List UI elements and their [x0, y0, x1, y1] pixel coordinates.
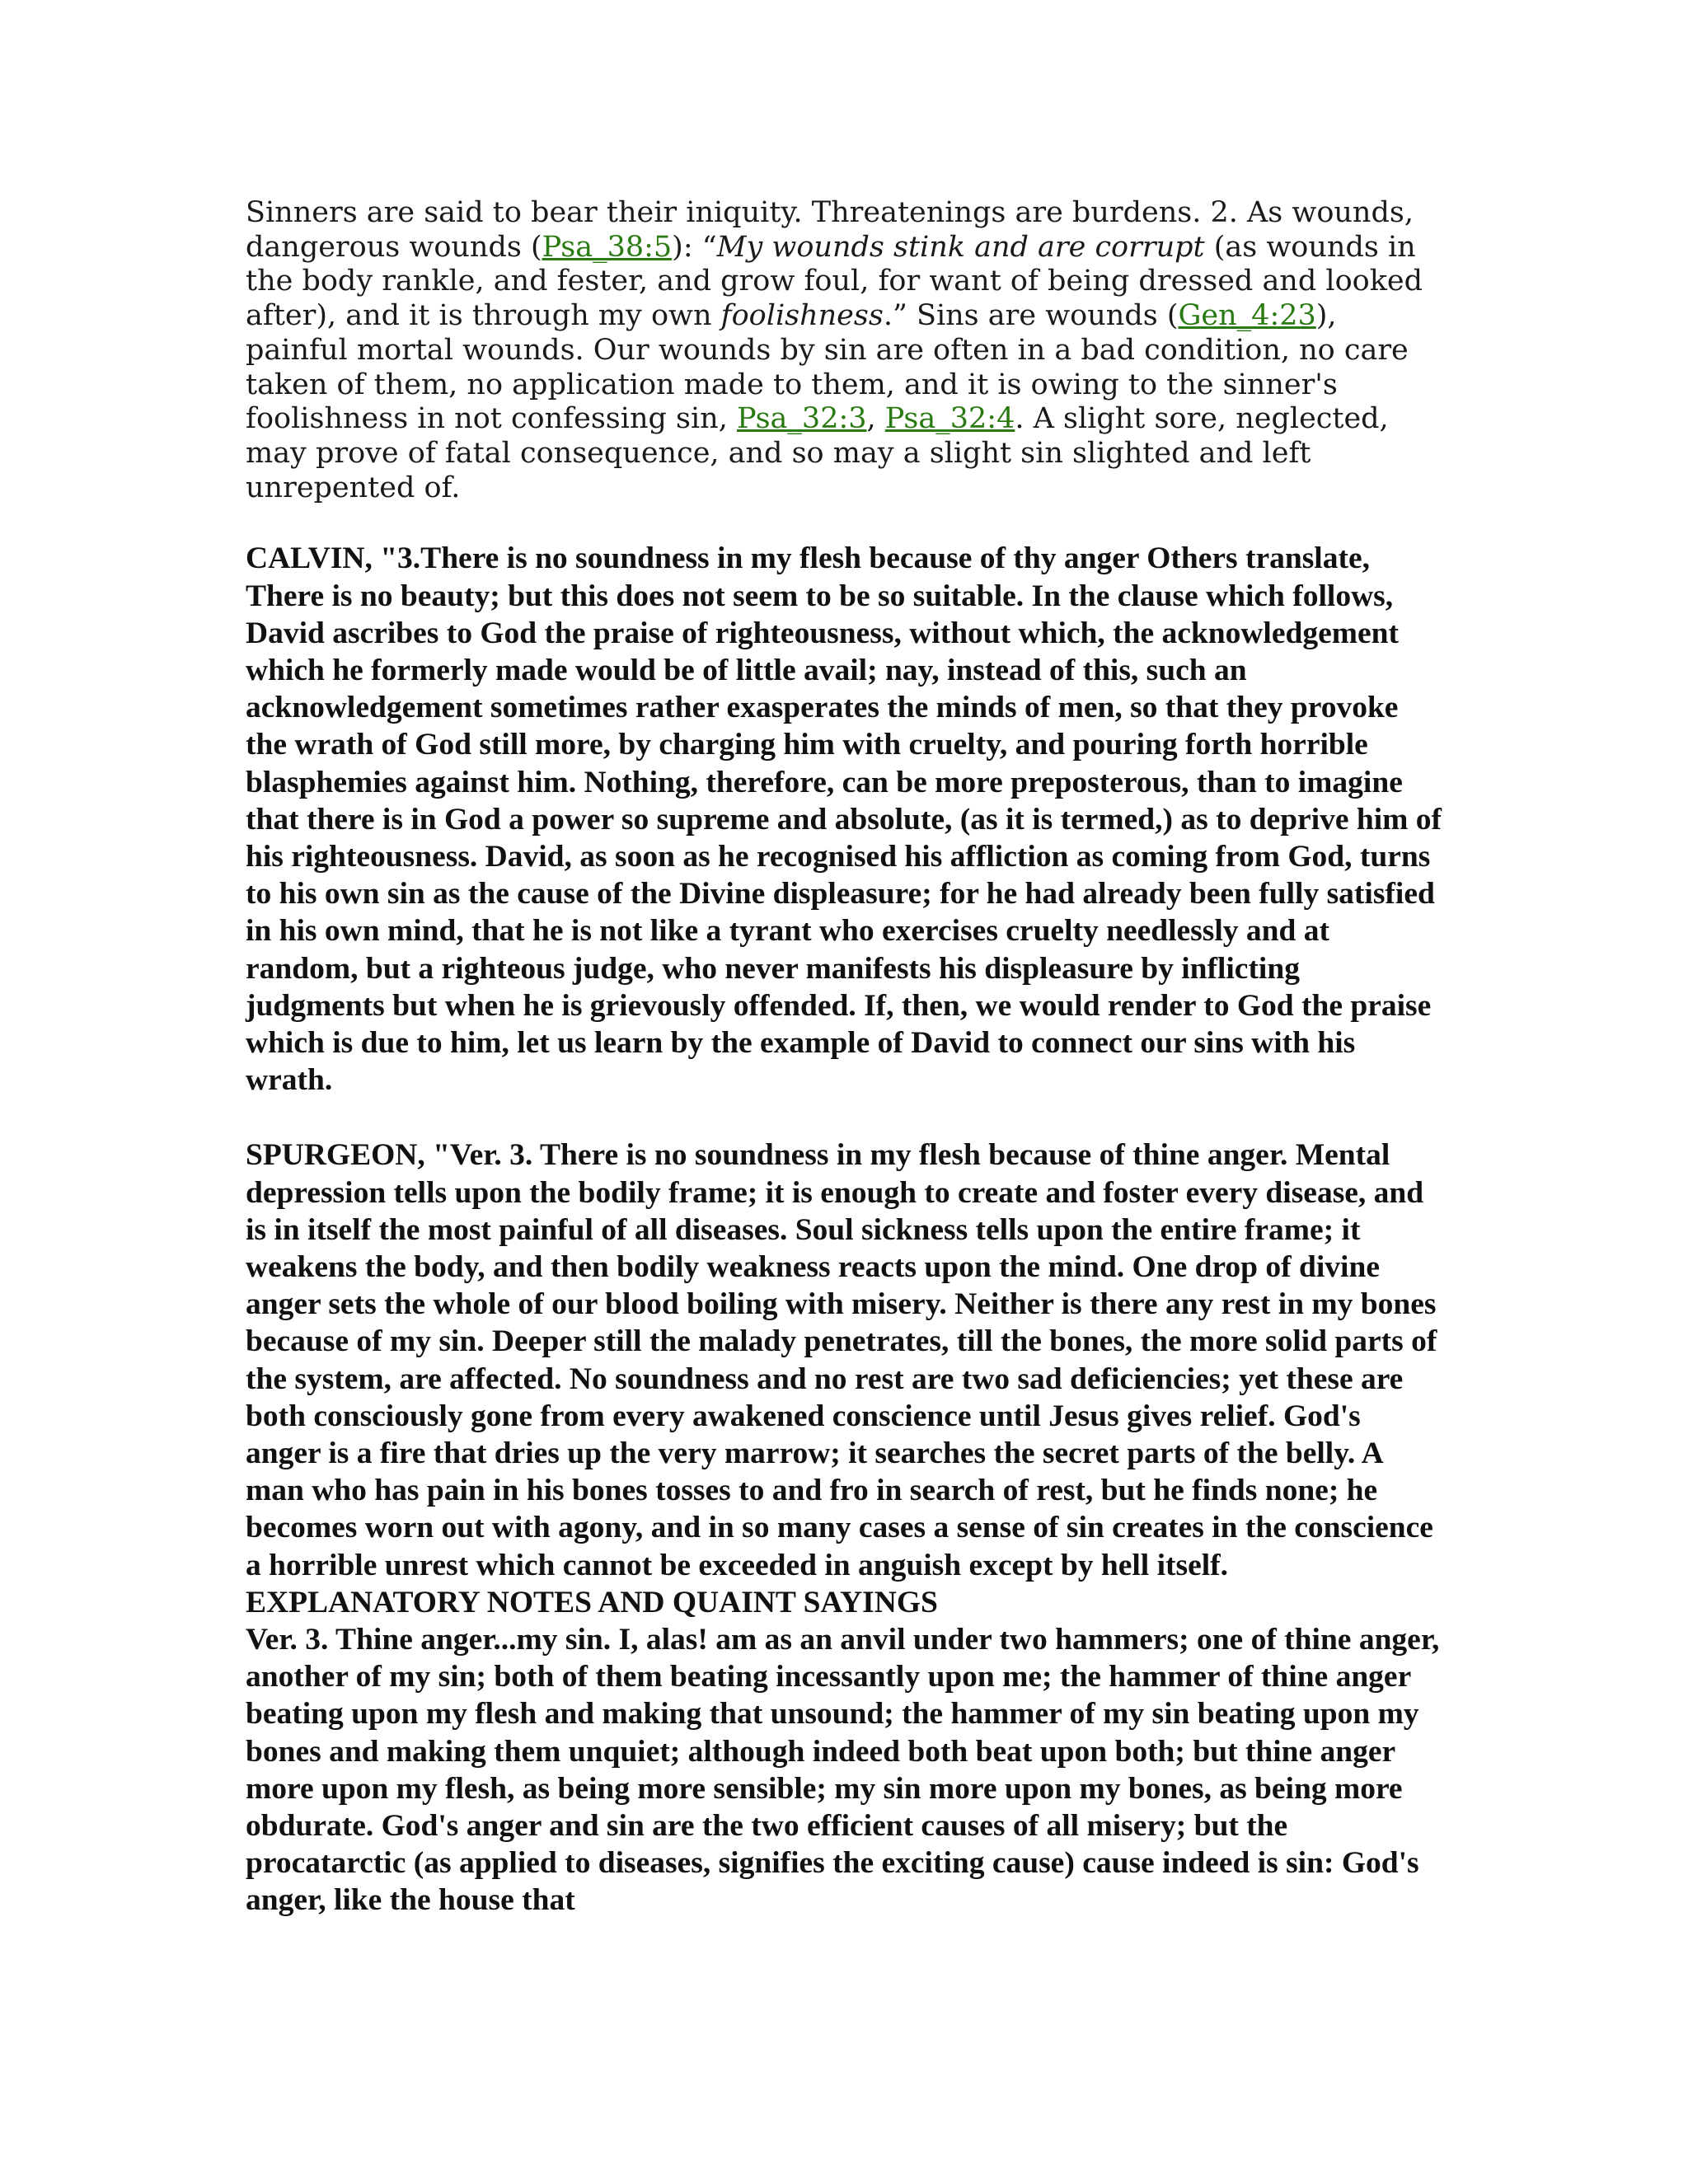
- scripture-link-psa-38-5[interactable]: Psa_38:5: [542, 230, 673, 264]
- scripture-link-psa-32-4[interactable]: Psa_32:4: [884, 402, 1015, 436]
- document-page: [246, 196, 1442, 1919]
- calvin-paragraph: CALVIN, "3.There is no soundness in my flesh because of thy anger Others translate, There is no beauty; but this does not seem to be so suitable. In the clause which follows, David ascribes to God the praise of righteousness, without which, the acknowledgement which he formerly made would be of little avail; nay, instead of this, such an acknowledgement sometimes rather exasperates the minds of men, so that they provoke the wrath of God still more, by charging him with cruelty, and pouring forth horrible blasphemies against him. Nothing, therefore, can be more preposterous, than to imagine that there is in God a power so supreme and absolute, (as it is termed,) as to deprive him of his righteousness. David, as soon as he recognised his affliction as coming from God, turns to his own sin as the cause of the Divine displeasure; for he had already been fully satisfied in his own mind, that he is not like a tyrant who exercises cruelty needlessly and at random, but a righteous judge, who never manifests his displeasure by inflicting judgments but when he is grievously offended. If, then, we would render to God the praise which is due to him, let us learn by the example of David to connect our sins with his wrath.: [246, 541, 1442, 1098]
- scripture-link-psa-32-3[interactable]: Psa_32:3: [736, 402, 867, 436]
- spacer: [246, 1099, 1442, 1137]
- spacer: [246, 505, 1442, 540]
- scripture-link-gen-4-23[interactable]: Gen_4:23: [1178, 299, 1316, 333]
- verse-3-paragraph: Ver. 3. Thine anger...my sin. I, alas! am as an anvil under two hammers; one of thine anger, another of my sin; both of them beating incessantly upon me; the hammer of thine anger beating upon my flesh and making that unsound; the hammer of my sin beating upon my bones and making them unquiet; although indeed both beat upon both; but thine anger more upon my flesh, as being more sensible; my sin more upon my bones, as being more obdurate. God's anger and sin are the two efficient causes of all misery; but the procatarctic (as applied to diseases, signifies the exciting cause) cause indeed is sin: God's anger, like the house that: [246, 1623, 1440, 1918]
- spurgeon-paragraph: SPURGEON, "Ver. 3. There is no soundness in my flesh because of thine anger. Mental depression tells upon the bodily frame; it is enough to create and foster every disease, and is in itself the most painful of all diseases. Soul sickness tells upon the entire frame; it weakens the body, and then bodily weakness reacts upon the mind. One drop of divine anger sets the whole of our blood boiling with misery. Neither is there any rest in my bones because of my sin. Deeper still the malady penetrates, till the bones, the more solid parts of the system, are affected. No soundness and no rest are two sad deficiencies; yet these are both consciously gone from every awakened conscience until Jesus gives relief. God's anger is a fire that dries up the very marrow; it searches the secret parts of the belly. A man who has pain in his bones tosses to and fro in search of rest, but he finds none; he becomes worn out with agony, and in so many cases a sense of sin creates in the conscience a horrible unrest which cannot be exceeded in anguish except by hell itself.: [246, 1138, 1437, 1582]
- section-heading: EXPLANATORY NOTES AND QUAINT SAYINGS: [246, 1585, 938, 1619]
- commentary-paragraph: Sinners are said to bear their iniquity. Threatenings are burdens. 2. As wounds, dangerous wounds (Psa_38:5): “My wounds stink and are corrupt (as wounds in the body rankle, and fester, and grow foul, for want of being dressed and looked after), and it is through my own foolishness.” Sins are wounds (Gen_4:23), painful mortal wounds. Our wounds by sin are often in a bad condition, no care taken of them, no application made to them, and it is owing to the sinner's foolishness in not confessing sin, Psa_32:3, Psa_32:4. A slight sore, neglected, may prove of fatal consequence, and so may a slight sin slighted and left unrepented of.: [246, 196, 1423, 504]
